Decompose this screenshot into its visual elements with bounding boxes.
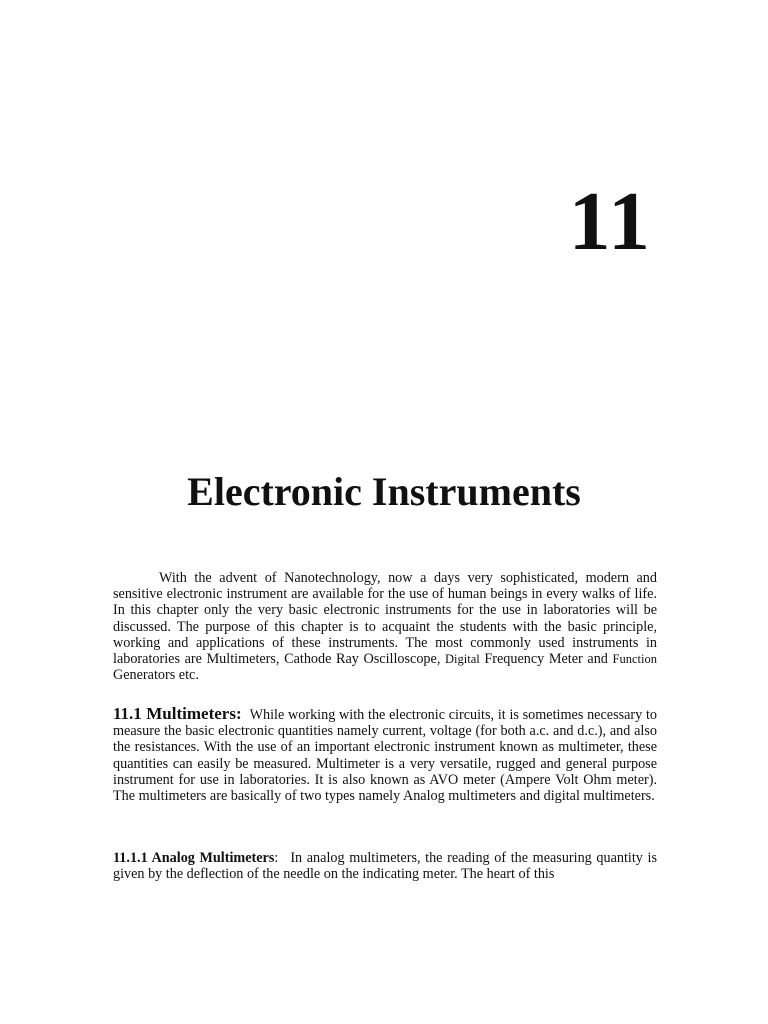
section-11-1-paragraph <box>113 706 657 804</box>
intro-text-part2: Frequency Meter and <box>479 651 613 668</box>
section-11-1-1-colon: : <box>274 850 279 866</box>
chapter-title: Electronic Instruments <box>187 469 581 514</box>
section-11-1-1-text: In analog multimeters, the reading of the measuring quantity is given by the deflection of the needle on the indicating meter. The heart of this <box>113 850 657 883</box>
intro-text-function: Function <box>612 652 657 667</box>
section-11-1-text: While working with the electronic circuits, it is sometimes necessary to measure the basic electronic quantities namely current, voltage (for both a.c. and d.c.), and also the resistances. With the use of an important electronic instrument known as multimeter, these quantities can easily be measured. Multimeter is a very versatile, rugged and general purpose instrument for use in laboratories. It is also known as AVO meter (Ampere Volt Ohm meter). The multimeters are basically of two types namely Analog multimeters and digital multimeters. <box>113 707 658 805</box>
chapter-number: 11 <box>568 175 652 268</box>
section-11-1-1-paragraph <box>113 850 657 882</box>
intro-paragraph <box>113 570 657 683</box>
intro-text-digital: Digital <box>445 652 480 667</box>
intro-text-part1: With the advent of Nanotechnology, now a days very sophisticated, modern and sensitive electronic instrument are available for the use of human beings in every walks of life. In this chapter only the very basic electronic instruments for the use in laboratories will be discussed. The purpose of this chapter is to acquaint the students with the basic principle, working and applications of these instruments. The most commonly used instruments in laboratories are Multimeters, Cathode Ray Oscilloscope, <box>113 570 657 668</box>
section-11-1-heading: 11.1 Multimeters: <box>113 704 242 723</box>
section-11-1-1-heading: 11.1.1 Analog Multimeters <box>113 850 275 866</box>
intro-text-part3: Generators etc. <box>113 667 199 684</box>
